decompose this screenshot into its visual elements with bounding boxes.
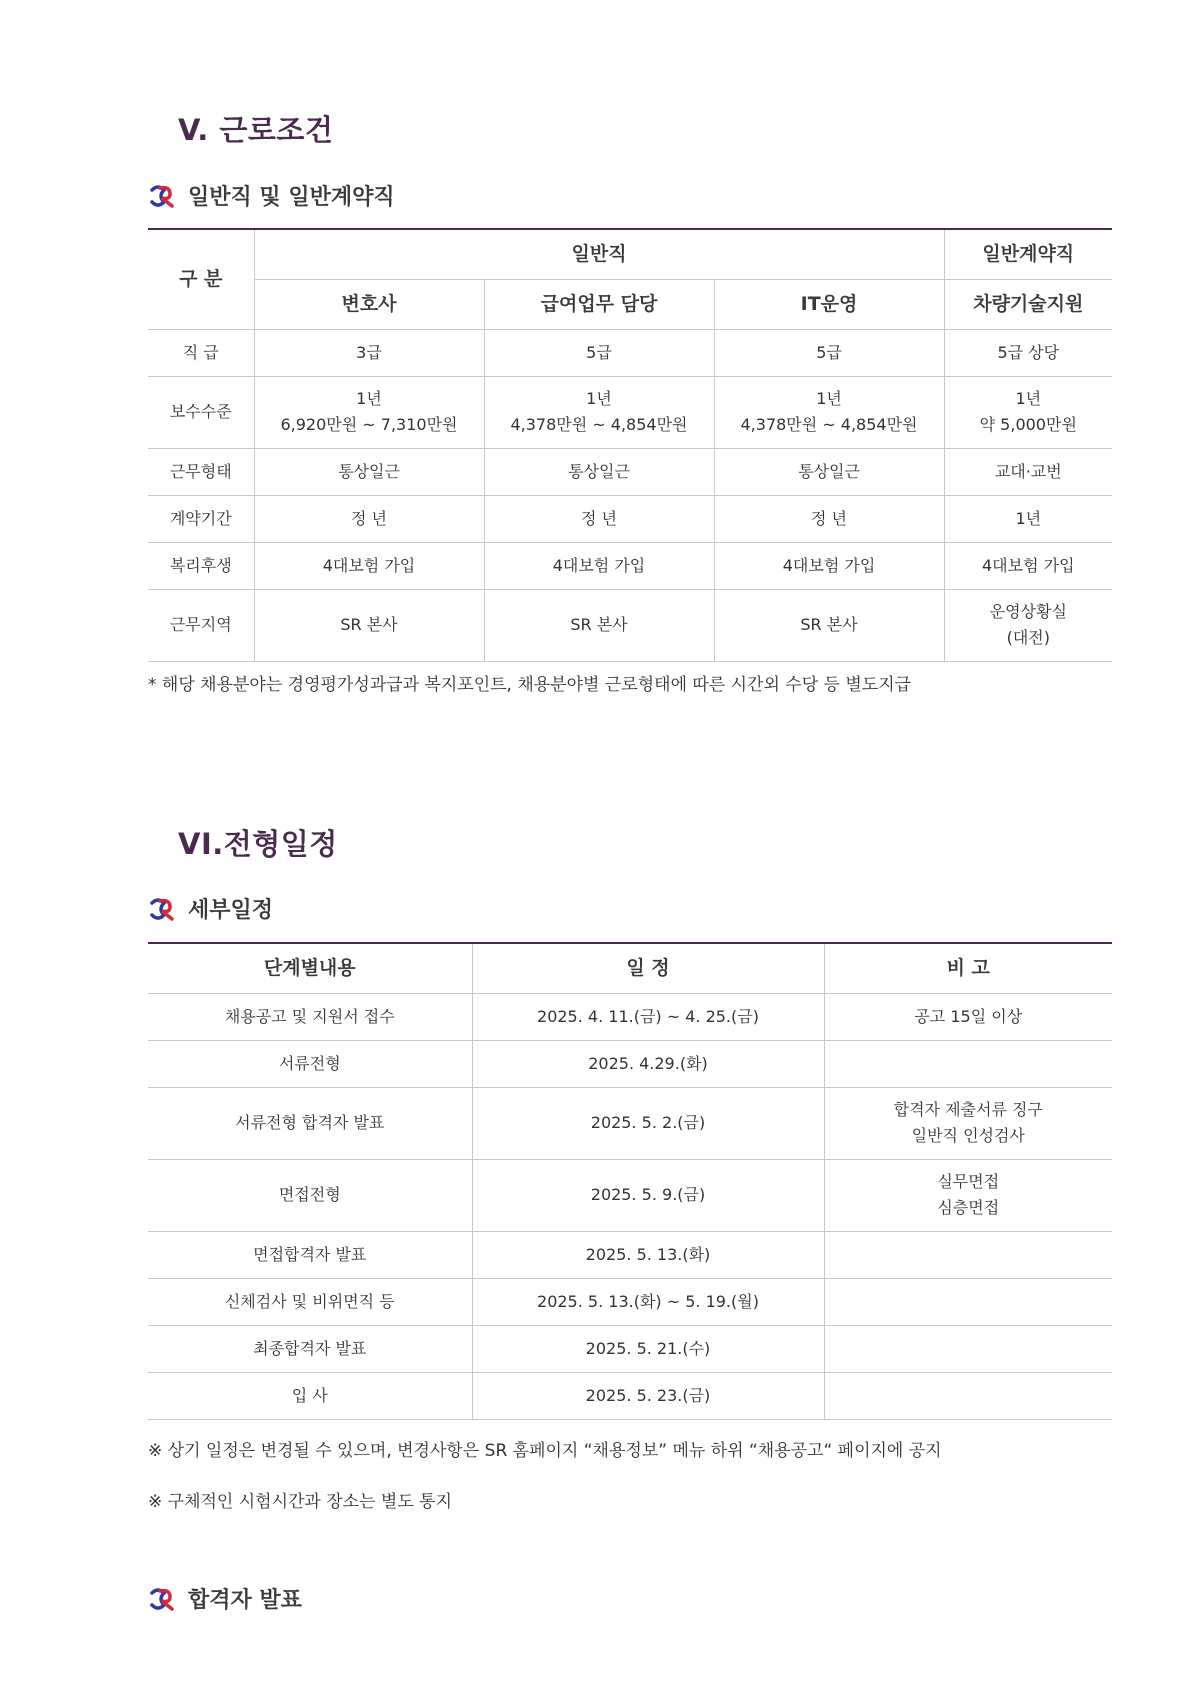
schedule-row <box>148 1372 1112 1419</box>
schedule-header-row <box>148 943 1112 993</box>
schedule-step: 면접합격자 발표 <box>148 1231 472 1278</box>
schedule-date: 2025. 5. 13.(화) <box>472 1231 824 1278</box>
schedule-date: 2025. 5. 23.(금) <box>472 1372 824 1419</box>
table-cell: 정 년 <box>484 495 714 542</box>
row-label: 근무지역 <box>148 589 254 661</box>
row-label: 직 급 <box>148 329 254 376</box>
table-row <box>148 448 1112 495</box>
schedule-remark <box>824 1159 1112 1231</box>
remark-line: 합격자 제출서류 징구 <box>893 1100 1043 1119</box>
cell-line: 1년 <box>586 389 612 408</box>
schedule-remark <box>824 1278 1112 1325</box>
remark-line: 일반직 인성검사 <box>911 1126 1025 1145</box>
group-header-general: 일반직 <box>254 229 944 279</box>
schedule-step: 면접전형 <box>148 1159 472 1231</box>
schedule-date: 2025. 4.29.(화) <box>472 1040 824 1087</box>
row-label: 계약기간 <box>148 495 254 542</box>
table-cell <box>484 376 714 448</box>
table-cell: 5급 <box>484 329 714 376</box>
schedule-date: 2025. 5. 21.(수) <box>472 1325 824 1372</box>
table-cell <box>714 376 944 448</box>
table-cell: 4대보험 가입 <box>714 542 944 589</box>
table-row <box>148 589 1112 661</box>
table-cell: 정 년 <box>714 495 944 542</box>
row-label: 근무형태 <box>148 448 254 495</box>
sr-logo-icon <box>148 895 176 923</box>
schedule-row <box>148 993 1112 1040</box>
cell-line: 4,378만원 ~ 4,854만원 <box>510 415 688 434</box>
schedule-column-header: 단계별내용 <box>148 943 472 993</box>
sr-logo-icon <box>148 182 176 210</box>
table-cell: 4대보험 가입 <box>944 542 1112 589</box>
table-cell: 5급 <box>714 329 944 376</box>
table-cell: 4대보험 가입 <box>254 542 484 589</box>
schedule-date: 2025. 5. 9.(금) <box>472 1159 824 1231</box>
schedule-row <box>148 1159 1112 1231</box>
cell-line: 1년 <box>1015 389 1042 408</box>
sr-logo-icon <box>148 1585 176 1613</box>
schedule-row <box>148 1278 1112 1325</box>
schedule-note-2: ※ 구체적인 시험시간과 장소는 별도 통지 <box>148 1492 453 1512</box>
column-header: IT운영 <box>714 279 944 329</box>
table-cell: 통상일근 <box>484 448 714 495</box>
work-conditions-table <box>148 228 1112 662</box>
subheading-general-label: 일반직 및 일반계약직 <box>188 185 395 210</box>
table-cell: 통상일근 <box>254 448 484 495</box>
schedule-date: 2025. 5. 13.(화) ~ 5. 19.(월) <box>472 1278 824 1325</box>
column-header-row <box>148 279 1112 329</box>
schedule-step: 최종합격자 발표 <box>148 1325 472 1372</box>
table-cell: 3급 <box>254 329 484 376</box>
remark-line: 공고 15일 이상 <box>914 1006 1023 1026</box>
table-cell: SR 본사 <box>254 589 484 661</box>
column-header: 변호사 <box>254 279 484 329</box>
schedule-remark <box>824 1372 1112 1419</box>
schedule-remark <box>824 1231 1112 1278</box>
schedule-row <box>148 1040 1112 1087</box>
table-cell: 정 년 <box>254 495 484 542</box>
remark-line: 심층면접 <box>937 1198 1000 1217</box>
schedule-date: 2025. 5. 2.(금) <box>472 1087 824 1159</box>
table-cell: 5급 상당 <box>944 329 1112 376</box>
table-cell: 통상일근 <box>714 448 944 495</box>
table-cell <box>254 376 484 448</box>
table-cell: 1년 <box>944 495 1112 542</box>
section-title-schedule: VI.전형일정 <box>178 827 338 861</box>
schedule-step: 서류전형 합격자 발표 <box>148 1087 472 1159</box>
schedule-date: 2025. 4. 11.(금) ~ 4. 25.(금) <box>472 993 824 1040</box>
table-cell: SR 본사 <box>714 589 944 661</box>
table-cell <box>944 589 1112 661</box>
schedule-remark <box>824 1325 1112 1372</box>
table-cell: 4대보험 가입 <box>484 542 714 589</box>
cell-line: 1년 <box>816 389 842 408</box>
schedule-column-header: 일 정 <box>472 943 824 993</box>
subheading-announcement-label: 합격자 발표 <box>188 1588 302 1613</box>
row-label: 보수수준 <box>148 376 254 448</box>
group-header-contract: 일반계약직 <box>944 229 1112 279</box>
subheading-announcement <box>148 1583 302 1614</box>
column-header: 급여업무 담당 <box>484 279 714 329</box>
section-title-work-conditions: V. 근로조건 <box>178 113 334 147</box>
column-header: 차량기술지원 <box>944 279 1112 329</box>
cell-line: 1년 <box>356 389 382 408</box>
schedule-column-header: 비 고 <box>824 943 1112 993</box>
cell-line: 약 5,000만원 <box>979 415 1077 434</box>
schedule-step: 채용공고 및 지원서 접수 <box>148 993 472 1040</box>
table-rowhead: 구 분 <box>148 229 254 329</box>
schedule-remark <box>824 993 1112 1040</box>
remark-line: 실무면접 <box>937 1172 1000 1191</box>
schedule-remark <box>824 1087 1112 1159</box>
table-row <box>148 542 1112 589</box>
row-label: 복리후생 <box>148 542 254 589</box>
schedule-row <box>148 1325 1112 1372</box>
cell-line: 4,378만원 ~ 4,854만원 <box>740 415 918 434</box>
schedule-step: 신체검사 및 비위면직 등 <box>148 1278 472 1325</box>
schedule-remark <box>824 1040 1112 1087</box>
schedule-step: 서류전형 <box>148 1040 472 1087</box>
work-conditions-note: * 해당 채용분야는 경영평가성과급과 복지포인트, 채용분야별 근로형태에 따른 시간외 수당 등 별도지급 <box>148 675 912 695</box>
cell-line: (대전) <box>1006 628 1050 647</box>
schedule-row <box>148 1087 1112 1159</box>
subheading-schedule-label: 세부일정 <box>188 898 274 923</box>
schedule-step: 입 사 <box>148 1372 472 1419</box>
table-row <box>148 495 1112 542</box>
subheading-general <box>148 180 395 211</box>
table-cell: 교대·교번 <box>944 448 1112 495</box>
table-cell <box>944 376 1112 448</box>
schedule-note-1: ※ 상기 일정은 변경될 수 있으며, 변경사항은 SR 홈페이지 “채용정보” 메뉴 하위 “채용공고“ 페이지에 공지 <box>148 1441 942 1461</box>
cell-line: 6,920만원 ~ 7,310만원 <box>280 415 458 434</box>
table-row <box>148 329 1112 376</box>
cell-line: 운영상황실 <box>989 602 1067 621</box>
schedule-table <box>148 942 1112 1420</box>
subheading-schedule <box>148 893 273 924</box>
table-cell: SR 본사 <box>484 589 714 661</box>
schedule-row <box>148 1231 1112 1278</box>
table-row <box>148 376 1112 448</box>
